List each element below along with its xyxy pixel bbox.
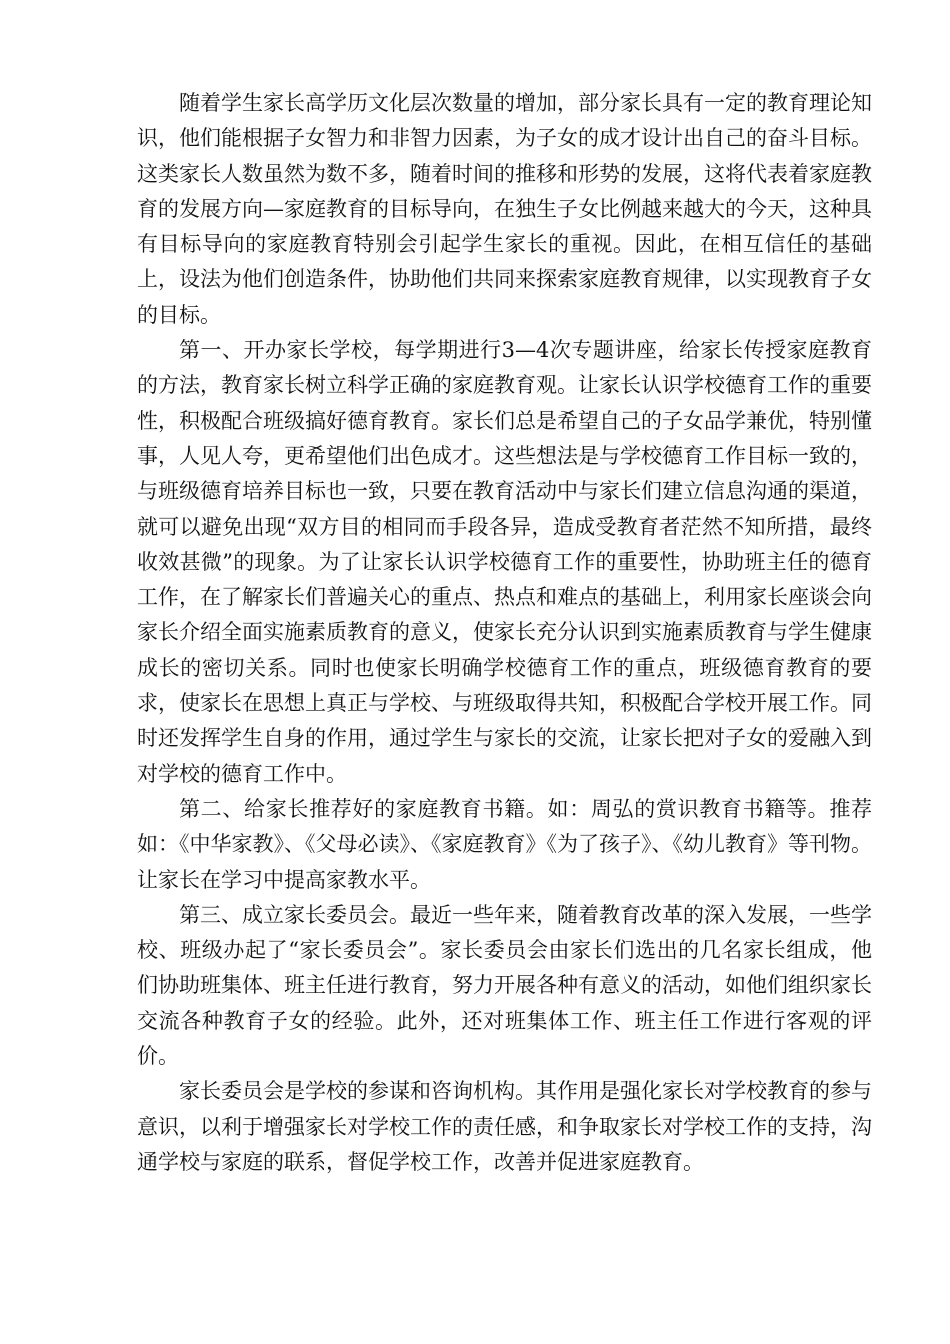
paragraph-first-measure: 第一、开办家长学校，每学期进行3—4次专题讲座，给家长传授家庭教育的方法，教育家长树立科学正确的家庭教育观。让家长认识学校德育工作的重要性，积极配合班级搞好德育教育。家长们总是希望自己的子女品学兼优，特别懂事，人见人夸，更希望他们出色成才。这些想法是与学校德育工作目标一致的，与班级德育培养目标也一致，只要在教育活动中与家长们建立信息沟通的渠道，就可以避免出现“双方目的相同而手段各异，造成受教育者茫然不知所措，最终收效甚微”的现象。为了让家长认识学校德育工作的重要性，协助班主任的德育工作，在了解家长们普遍关心的重点、热点和难点的基础上，利用家长座谈会向家长介绍全面实施素质教育的意义，使家长充分认识到实施素质教育与学生健康成长的密切关系。同时也使家长明确学校德育工作的重点，班级德育教育的要求，使家长在思想上真正与学校、与班级取得共知，积极配合学校开展工作。同时还发挥学生自身的作用，通过学生与家长的交流，让家长把对子女的爱融入到对学校的德育工作中。: [137, 338, 872, 786]
paragraph-intro: 随着学生家长高学历文化层次数量的增加，部分家长具有一定的教育理论知识，他们能根据子女智力和非智力因素，为子女的成才设计出自己的奋斗目标。这类家长人数虽然为数不多，随着时间的推移和形势的发展，这将代表着家庭教育的发展方向—家庭教育的目标导向，在独生子女比例越来越大的今天，这种具有目标导向的家庭教育特别会引起学生家长的重视。因此，在相互信任的基础上，设法为他们创造条件，协助他们共同来探索家庭教育规律，以实现教育子女的目标。: [137, 91, 872, 327]
document-body: [137, 86, 872, 1180]
paragraph-third-measure: 第三、成立家长委员会。最近一些年来，随着教育改革的深入发展，一些学校、班级办起了“家长委员会”。家长委员会由家长们选出的几名家长组成，他们协助班集体、班主任进行教育，努力开展各种有意义的活动，如他们组织家长交流各种教育子女的经验。此外，还对班集体工作、班主任工作进行客观的评价。: [137, 902, 872, 1069]
paragraph-committee-role: 家长委员会是学校的参谋和咨询机构。其作用是强化家长对学校教育的参与意识，以利于增强家长对学校工作的责任感，和争取家长对学校工作的支持，沟通学校与家庭的联系，督促学校工作，改善并促进家庭教育。: [137, 1079, 872, 1174]
paragraph-second-measure: 第二、给家长推荐好的家庭教育书籍。如：周弘的赏识教育书籍等。推荐如：《中华家教》、《父母必读》、《家庭教育》《为了孩子》、《幼儿教育》等刊物。让家长在学习中提高家教水平。: [137, 796, 872, 892]
